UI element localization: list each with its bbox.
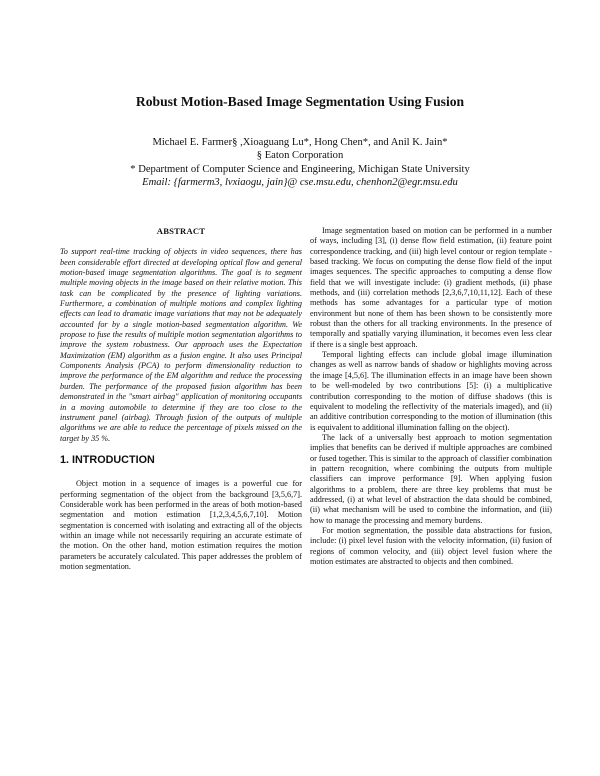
affiliation-eaton: § Eaton Corporation	[256, 150, 344, 162]
body-paragraph-3: The lack of a universally best approach to motion segmentation implies that benefits can be derived if multiple approaches are combined or fused together. This is similar to the approach of classifier combination in pattern recognition, where combining the outputs from multiple classifiers can improve performance [9]. When applying fusion algorithms to a problem, there are three key problems that must be addressed, (i) at what level of abstraction the data should be combined, (ii) what mechanism will be used to combine the information, and (iii) how to manage the processing and memory burdens.	[310, 432, 552, 525]
body-paragraph-4: For motion segmentation, the possible data abstractions for fusion, include: (i) pixel level fusion with the velocity information, (ii) fusion of regions of common velocity, and (iii) object level fusion where the motion estimates are abstracted to objects and then combined.	[310, 525, 552, 566]
author-emails: Email: {farmerm3, lvxiaogu, jain}@ cse.msu.edu, chenhon2@egr.msu.edu	[142, 176, 458, 188]
affiliation-msu: * Department of Computer Science and Engineering, Michigan State University	[130, 163, 470, 175]
paper-title: Robust Motion-Based Image Segmentation Using Fusion	[135, 94, 465, 109]
right-column	[310, 226, 552, 567]
abstract-heading: ABSTRACT	[156, 226, 206, 236]
abstract-text: To support real-time tracking of objects in video sequences, there has been considerable effort directed at developing optical flow and general motion-based image segmentation algorithms. The goal is to segment multiple moving objects in the image based on their relative motion. This task can be complicated by the presence of lighting variations. Furthermore, a combination of multiple motions and complex lighting effects can lead to dramatic image variations that may not be adequately accounted for by a single motion-based segmentation algorithm. We propose to fuse the results of multiple motion segmentation algorithms to improve the system robustness. Our approach uses the Expectation Maximization (EM) algorithm as a fusion engine. It also uses Principal Components Analysis (PCA) to perform dimensionality reduction to improve the performance of the EM algorithm and reduce the processing burden. The performance of the proposed fusion algorithm has been demonstrated in the "smart airbag" application of monitoring occupants in a moving automobile to determine if they are too close to the instrument panel (airbag). Through fusion of the outputs of multiple algorithms we are able to reduce the percentage of pixels missed on the target by 35 %.	[60, 247, 302, 443]
left-column	[60, 226, 302, 572]
body-paragraph-2: Temporal lighting effects can include global image illumination changes as well as narrow bands of shadow or highlights moving across the image [4,5,6]. The illumination effects in an image have been shown to be well-modeled by two contributions [5]: (i) a multiplicative contribution corresponding to the motion of diffuse shadows (this is equivalent to modeling the reflectivity of the materials imaged), and (ii) an additive contribution corresponding to the motion of illumination (this is equivalent to additional illumination falling on the object).	[310, 350, 552, 432]
author-block	[0, 136, 600, 189]
body-paragraph-1: Image segmentation based on motion can be performed in a number of ways, including [3], (i) dense flow field estimation, (ii) feature point correspondence tracking, and (iii) high level contour or region template -based tracking. We focus on computing the dense flow field of the input images sequences. The specific approaches to computing a dense flow field that we will investigate include: (i) gradient methods, (ii) phase methods, and (iii) correlation methods [2,3,6,7,10,11,12]. Each of these methods has some advantages for a particular type of motion environment but none of them has been shown to be consistently more robust than the others for all tracking environments. In the presence of temporally and spatially varying illumination, it becomes even less clear if there is a single best approach.	[310, 226, 552, 349]
section-heading-introduction: 1. INTRODUCTION	[60, 453, 155, 466]
intro-paragraph-1: Object motion in a sequence of images is a powerful cue for performing segmentation of the object from the background [3,5,6,7]. Considerable work has been performed in the areas of both motion-based segmentation and motion estimation [1,2,3,4,5,6,7,10]. Motion segmentation is concerned with isolating and extracting all of the objects within an image while not necessarily requiring an accurate estimate of the motion. On the other hand, motion estimation requires the motion parameters be accurately calculated. This paper addresses the problem of motion segmentation.	[60, 479, 302, 571]
author-names: Michael E. Farmer§ ,Xioaguang Lu*, Hong Chen*, and Anil K. Jain*	[152, 137, 448, 148]
